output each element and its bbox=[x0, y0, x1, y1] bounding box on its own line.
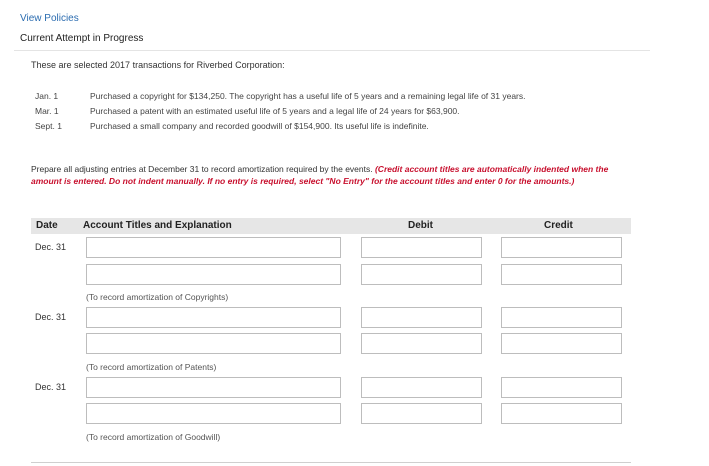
problem-intro: These are selected 2017 transactions for Riverbed Corporation: bbox=[31, 60, 285, 70]
credit-input[interactable] bbox=[501, 237, 622, 258]
transaction-text: Purchased a patent with an estimated useful life of 5 years and a legal life of 24 years for $63,900. bbox=[90, 105, 460, 116]
entry-memo: (To record amortization of Patents) bbox=[86, 362, 217, 372]
transaction-row bbox=[35, 103, 526, 118]
debit-column-header: Debit bbox=[408, 220, 433, 231]
date-column-header: Date bbox=[36, 220, 58, 231]
credit-input[interactable] bbox=[501, 403, 622, 424]
entry-memo: (To record amortization of Goodwill) bbox=[86, 432, 221, 442]
credit-input[interactable] bbox=[501, 307, 622, 328]
credit-input[interactable] bbox=[501, 264, 622, 285]
account-title-input[interactable] bbox=[86, 237, 341, 258]
debit-input[interactable] bbox=[361, 333, 482, 354]
transaction-text: Purchased a copyright for $134,250. The copyright has a useful life of 5 years and a remaining legal life of 31 years. bbox=[90, 90, 526, 101]
account-title-input[interactable] bbox=[86, 264, 341, 285]
account-column-header: Account Titles and Explanation bbox=[83, 220, 232, 231]
entry-date: Dec. 31 bbox=[35, 242, 67, 252]
attempt-title: Current Attempt in Progress bbox=[20, 33, 144, 44]
account-title-input[interactable] bbox=[86, 333, 341, 354]
entry-date: Dec. 31 bbox=[35, 382, 67, 392]
credit-column-header: Credit bbox=[544, 220, 573, 231]
transaction-date: Mar. 1 bbox=[35, 105, 59, 116]
instructions-note: (Credit account titles are automatically indented when the amount is entered. Do not indent manually. If no entry is required, select "No Entry" for the account titles and enter 0 for the amounts.) bbox=[31, 164, 609, 186]
debit-input[interactable] bbox=[361, 403, 482, 424]
entry-memo: (To record amortization of Copyrights) bbox=[86, 292, 229, 302]
transaction-date: Sept. 1 bbox=[35, 120, 62, 131]
view-policies-link[interactable]: View Policies bbox=[20, 13, 79, 24]
transaction-row bbox=[35, 118, 526, 133]
debit-input[interactable] bbox=[361, 307, 482, 328]
journal-table-header bbox=[31, 218, 631, 234]
credit-input[interactable] bbox=[501, 333, 622, 354]
transaction-text: Purchased a small company and recorded goodwill of $154,900. Its useful life is indefinite. bbox=[90, 120, 429, 131]
account-title-input[interactable] bbox=[86, 307, 341, 328]
account-title-input[interactable] bbox=[86, 403, 341, 424]
account-title-input[interactable] bbox=[86, 377, 341, 398]
instructions-text: Prepare all adjusting entries at December 31 to record amortization required by the events. bbox=[31, 164, 375, 174]
transaction-row bbox=[35, 88, 526, 103]
credit-input[interactable] bbox=[501, 377, 622, 398]
instructions bbox=[31, 164, 631, 187]
transaction-list bbox=[35, 88, 526, 133]
debit-input[interactable] bbox=[361, 264, 482, 285]
debit-input[interactable] bbox=[361, 237, 482, 258]
divider bbox=[31, 462, 631, 463]
transaction-date: Jan. 1 bbox=[35, 90, 59, 101]
debit-input[interactable] bbox=[361, 377, 482, 398]
divider bbox=[14, 50, 650, 51]
entry-date: Dec. 31 bbox=[35, 312, 67, 322]
